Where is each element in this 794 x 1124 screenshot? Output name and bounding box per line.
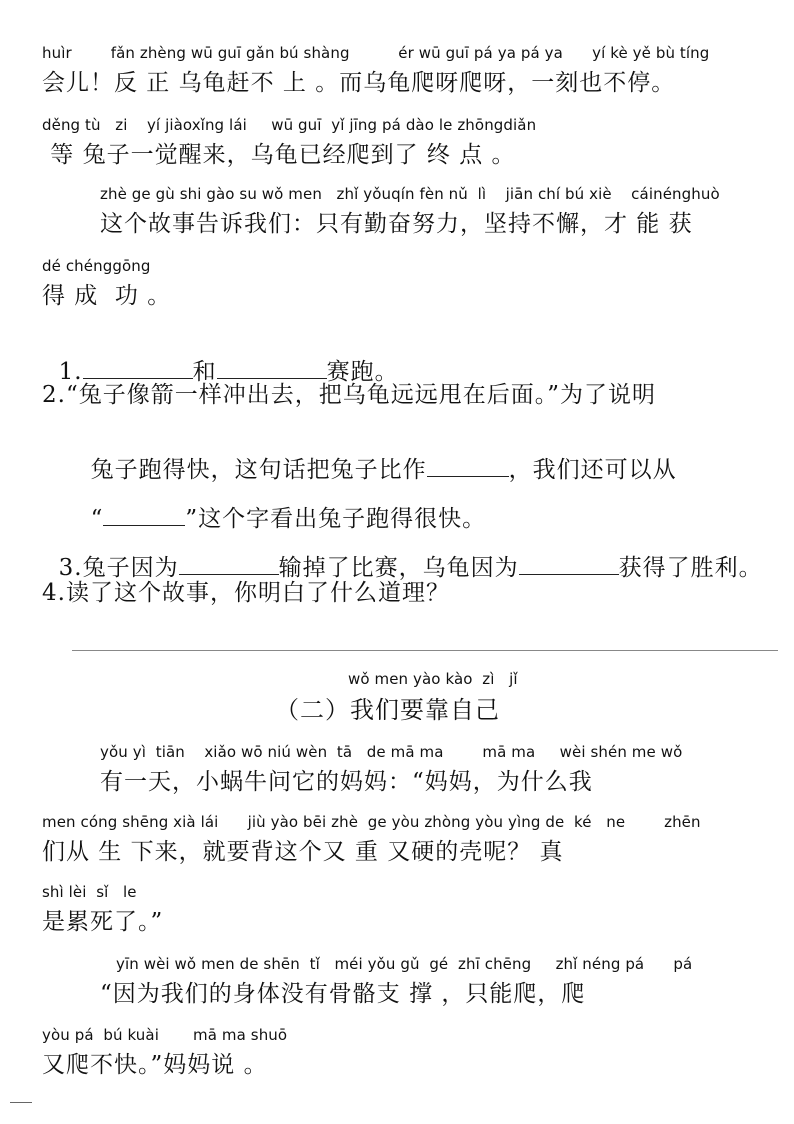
pinyin-line: dé chénggōng xyxy=(42,257,151,275)
pinyin-line: yǒu yì tiān xiǎo wō niú wèn tā de mā ma mā ma wèi shén me wǒ xyxy=(100,743,683,761)
text-line: 是累死了。” xyxy=(42,909,164,935)
text-line: “因为我们的身体没有骨骼支 撑 ，只能爬，爬 xyxy=(100,981,586,1007)
question-text: 3.兔子因为 xyxy=(58,555,179,581)
section-title: （二）我们要靠自己 xyxy=(275,696,500,724)
question-text: “ xyxy=(90,506,104,532)
question-text: ，我们还可以从 xyxy=(508,457,677,483)
answer-blank[interactable] xyxy=(519,572,619,575)
section-divider xyxy=(72,650,778,651)
pinyin-line: zhè ge gù shi gào su wǒ men zhǐ yǒuqín fèn nǔ lì jiān chí bú xiè cáinénghuò xyxy=(100,185,720,203)
text-line: 会儿！反 正 乌龟赶不 上 。而乌龟爬呀爬呀，一刻也不停。 xyxy=(42,70,676,96)
question-text: ”这个字看出兔子跑得很快。 xyxy=(185,506,487,532)
pinyin-line: yòu pá bú kuài mā ma shuō xyxy=(42,1026,288,1044)
title-pinyin: wǒ men yào kào zì jǐ xyxy=(348,670,518,688)
question-text: 兔子跑得快，这句话把兔子比作 xyxy=(90,457,427,483)
text-line: 有一天，小蜗牛问它的妈妈：“妈妈，为什么我 xyxy=(100,769,593,795)
question-2-line-1: 2.“兔子像箭一样冲出去，把乌龟远远甩在后面。”为了说明 xyxy=(42,382,656,408)
text-line: 又爬不快。”妈妈说 。 xyxy=(42,1052,268,1078)
question-4: 4.读了这个故事，你明白了什么道理？ xyxy=(42,580,450,606)
pinyin-line: men cóng shēng xià lái jiù yào bēi zhè ge yòu zhòng yòu yìng de ké ne zhēn xyxy=(42,813,701,831)
pinyin-line: huìr fǎn zhèng wū guī gǎn bú shàng ér wū guī pá ya pá ya yí kè yě bù tíng xyxy=(42,44,710,62)
pinyin-line: děng tù zi yí jiàoxǐng lái wū guī yǐ jīng pá dào le zhōngdiǎn xyxy=(42,116,537,134)
question-text: 和 xyxy=(192,359,217,385)
text-line: 这个故事告诉我们：只有勤奋努力，坚持不懈，才 能 获 xyxy=(100,211,693,237)
text-line: 们从 生 下来，就要背这个又 重 又硬的壳呢？ 真 xyxy=(42,839,564,865)
question-text: 赛跑。 xyxy=(326,359,399,385)
pinyin-line: shì lèi sǐ le xyxy=(42,883,137,901)
question-text: 输掉了比赛，乌龟因为 xyxy=(278,555,519,581)
question-text: 获得了胜利。 xyxy=(618,555,763,581)
text-line: 等 兔子一觉醒来，乌龟已经爬到了 终 点 。 xyxy=(42,142,516,168)
text-line: 得 成 功 。 xyxy=(42,283,172,309)
page-corner-mark xyxy=(10,1102,32,1103)
pinyin-line: yīn wèi wǒ men de shēn tǐ méi yǒu gǔ gé zhī chēng zhǐ néng pá pá xyxy=(116,955,693,973)
question-number: 1. xyxy=(58,359,83,385)
